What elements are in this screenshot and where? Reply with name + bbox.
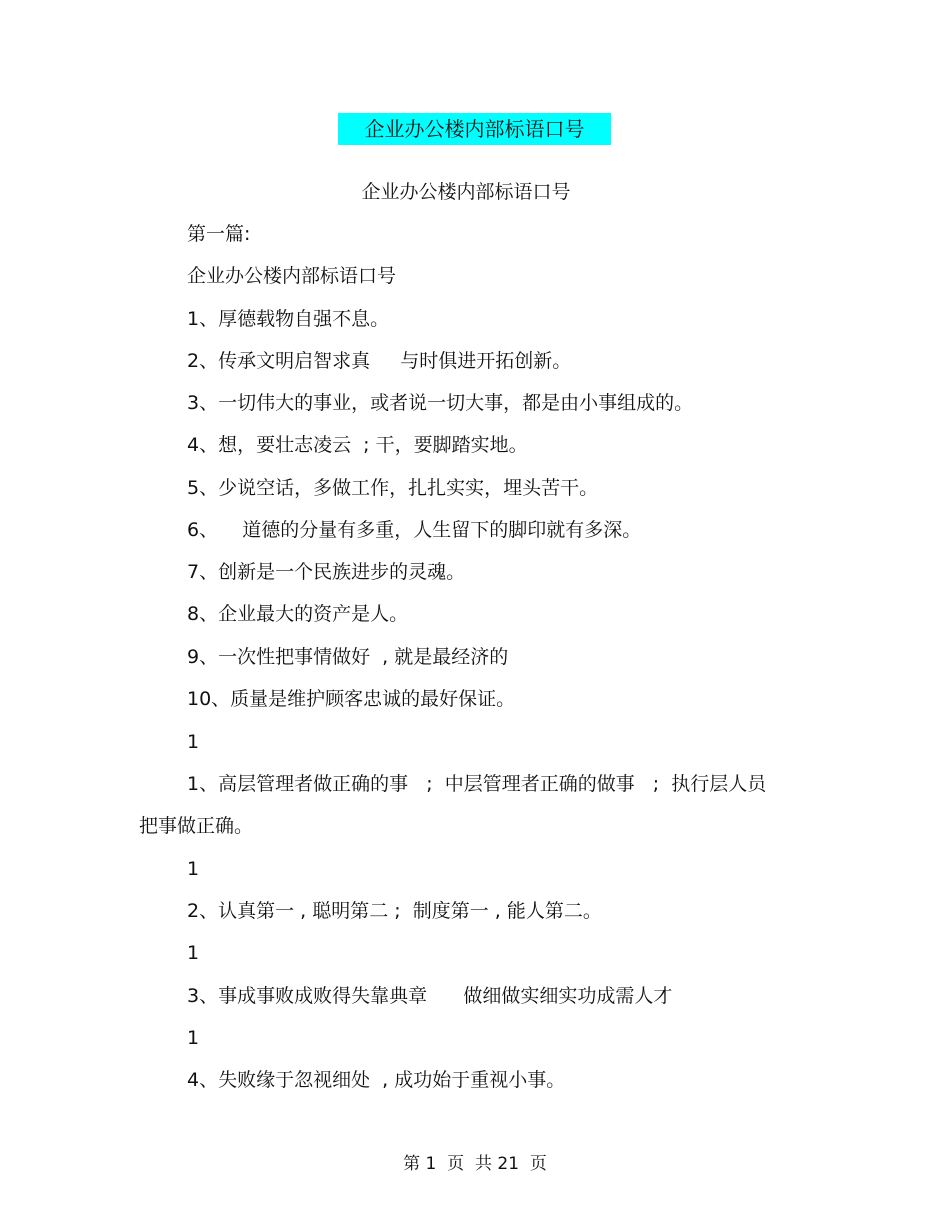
numbered-marker: 1 xyxy=(187,1027,200,1049)
numbered-marker: 1 xyxy=(187,731,200,753)
slogan-line: 7、创新是一个民族进步的灵魂。 xyxy=(187,561,466,583)
section-title: 企业办公楼内部标语口号 xyxy=(187,265,397,287)
slogan-line: 5、少说空话，多做工作，扎扎实实，埋头苦干。 xyxy=(187,477,599,499)
slogan-line: 1、高层管理者做正确的事 ; 中层管理者正确的做事 ; 执行层人员 xyxy=(187,773,767,795)
slogan-line: 9、一次性把事情做好 , 就是最经济的 xyxy=(187,646,509,668)
section-heading: 第一篇: xyxy=(187,223,251,245)
numbered-marker: 1 xyxy=(187,942,200,964)
slogan-line: 10、质量是维护顾客忠诚的最好保证。 xyxy=(187,688,516,710)
slogan-line: 4、想，要壮志凌云 ; 干，要脚踏实地。 xyxy=(187,434,528,456)
slogan-line: 3、事成事败成败得失靠典章 做细做实细实功成需人才 xyxy=(187,985,673,1007)
numbered-marker: 1 xyxy=(187,858,200,880)
slogan-line: 3、一切伟大的事业，或者说一切大事，都是由小事组成的。 xyxy=(187,392,694,414)
slogan-line: 1、厚德载物自强不息。 xyxy=(187,308,390,330)
slogan-line-continuation: 把事做正确。 xyxy=(139,815,254,837)
slogan-line: 4、失败缘于忽视细处 , 成功始于重视小事。 xyxy=(187,1069,566,1091)
slogan-line: 6、 道德的分量有多重，人生留下的脚印就有多深。 xyxy=(187,519,642,541)
slogan-line: 2、传承文明启智求真 与时俱进开拓创新。 xyxy=(187,350,572,372)
page-number-footer: 第 1 页 共 21 页 xyxy=(403,1154,547,1174)
document-subtitle: 企业办公楼内部标语口号 xyxy=(361,181,571,203)
slogan-line: 2、认真第一 , 聪明第二 ; 制度第一 , 能人第二。 xyxy=(187,900,602,922)
page-title: 企业办公楼内部标语口号 xyxy=(364,117,585,141)
slogan-line: 8、企业最大的资产是人。 xyxy=(187,603,409,625)
